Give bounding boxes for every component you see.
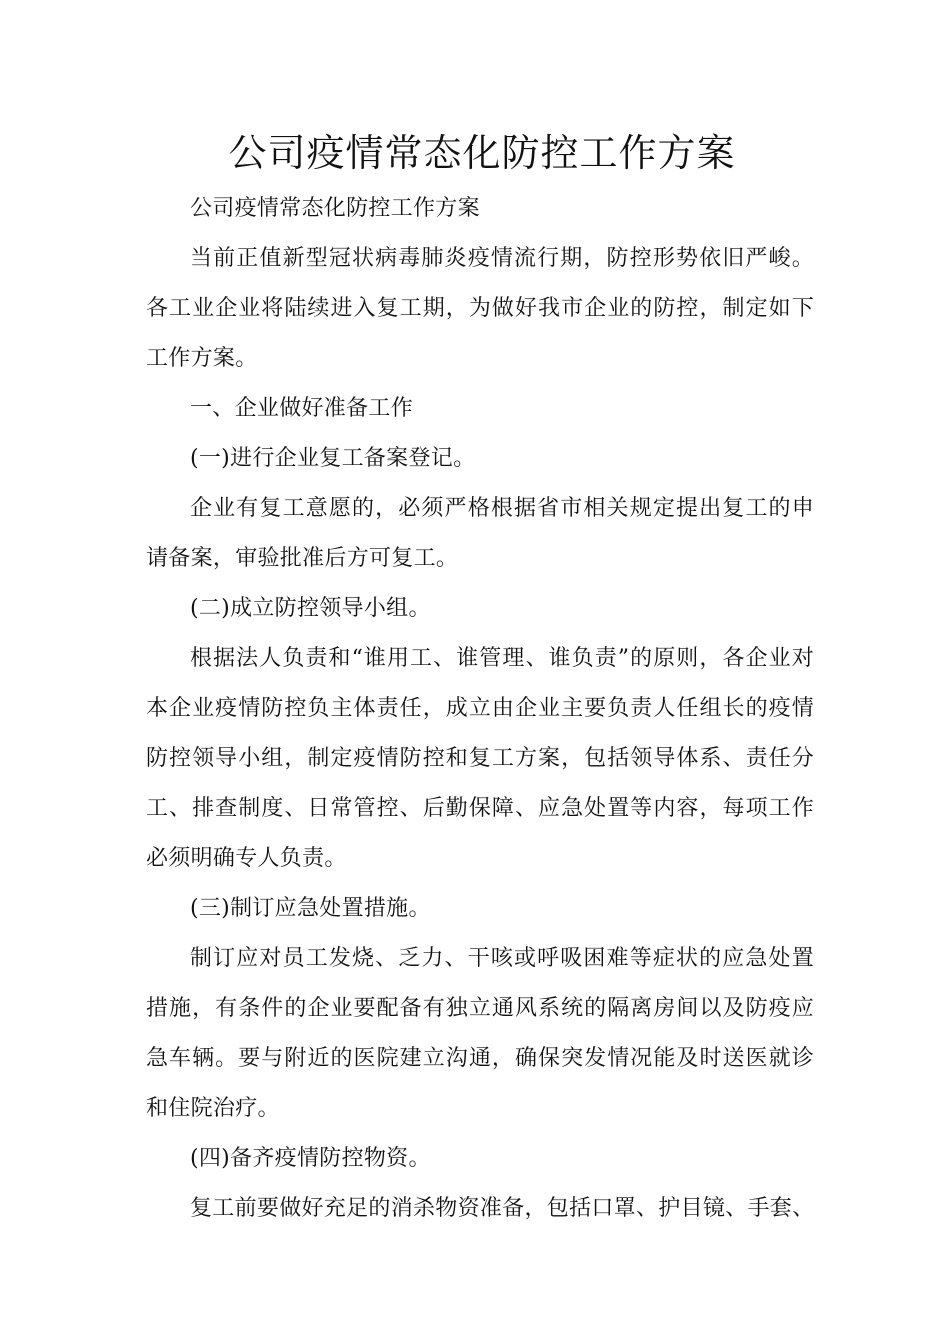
document-body xyxy=(146,184,814,1234)
subtitle-paragraph: 公司疫情常态化防控工作方案 xyxy=(190,196,480,221)
body-paragraph-continued: 复工前要做好充足的消杀物资准备，包括口罩、护目镜、手套、 xyxy=(190,1196,815,1221)
body-paragraph: 根据法人负责和“谁用工、谁管理、谁负责”的原则，各企业对本企业疫情防控负主体责任，成立由企业主要负责人任组长的疫情防控领导小组，制定疫情防控和复工方案，包括领导体系、责任分工、排查制度、日常管控、后勤保障、应急处置等内容，每项工作必须明确专人负责。 xyxy=(146,646,814,871)
subsection-heading-2: (二)成立防控领导小组。 xyxy=(190,596,431,621)
document-title: 公司疫情常态化防控工作方案 xyxy=(228,131,736,175)
subsection-heading-1: (一)进行企业复工备案登记。 xyxy=(190,446,476,471)
body-paragraph: 制订应对员工发烧、乏力、干咳或呼吸困难等症状的应急处置措施，有条件的企业要配备有独立通风系统的隔离房间以及防疫应急车辆。要与附近的医院建立沟通，确保突发情况能及时送医就诊和住院治疗。 xyxy=(146,946,814,1121)
subsection-heading-4: (四)备齐疫情防控物资。 xyxy=(190,1146,431,1171)
body-paragraph: 企业有复工意愿的，必须严格根据省市相关规定提出复工的申请备案，审验批准后方可复工。 xyxy=(146,496,814,571)
section-heading-1: 一、企业做好准备工作 xyxy=(190,396,414,421)
intro-paragraph: 当前正值新型冠状病毒肺炎疫情流行期，防控形势依旧严峻。各工业企业将陆续进入复工期，为做好我市企业的防控，制定如下工作方案。 xyxy=(146,246,814,371)
subsection-heading-3: (三)制订应急处置措施。 xyxy=(190,896,431,921)
